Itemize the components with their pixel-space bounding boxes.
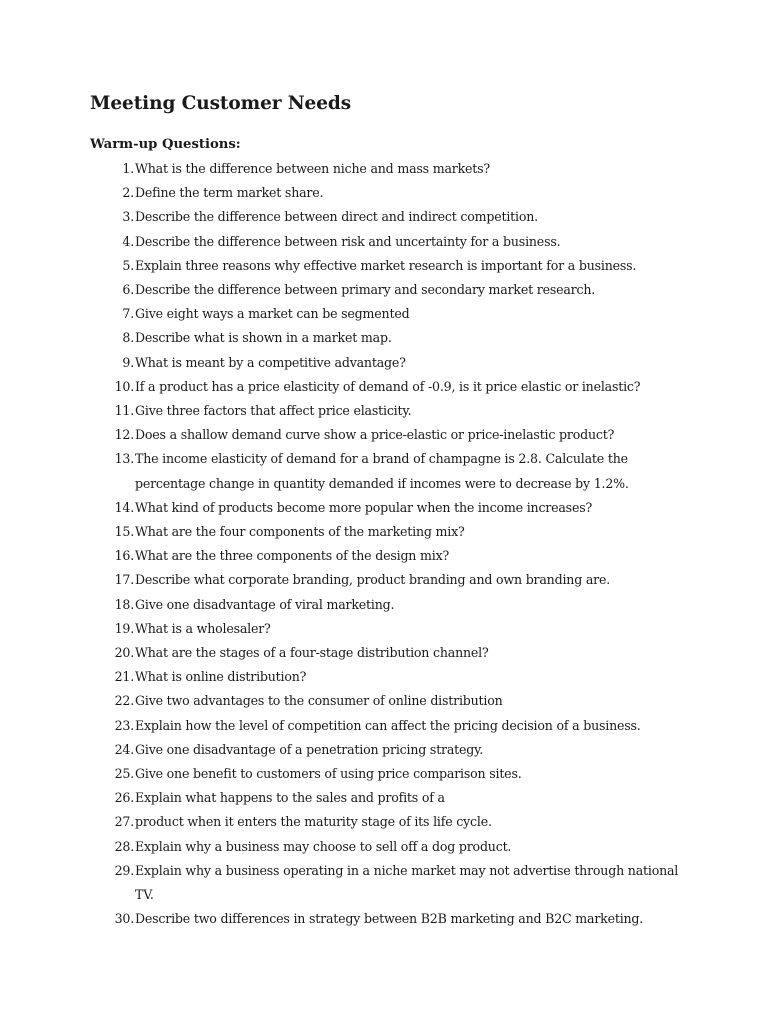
question-item — [90, 230, 690, 254]
question-item — [90, 907, 690, 931]
question-number: 26. — [114, 790, 134, 806]
question-item — [90, 205, 690, 229]
question-number: 13. — [114, 451, 134, 467]
question-item — [90, 254, 690, 278]
question-text: Define the term market share. — [135, 185, 324, 201]
question-item — [90, 714, 690, 738]
question-number: 8. — [122, 330, 134, 346]
question-text: Explain why a business may choose to sell off a dog product. — [135, 838, 512, 854]
question-text: What is a wholesaler? — [135, 620, 271, 636]
question-item — [90, 641, 690, 665]
question-item — [90, 617, 690, 641]
question-item — [90, 762, 690, 786]
question-text: Describe what corporate branding, product branding and own branding are. — [135, 572, 611, 588]
question-text: Give one benefit to customers of using price comparison sites. — [135, 766, 522, 782]
question-item — [90, 593, 690, 617]
question-item — [90, 375, 690, 399]
question-number: 17. — [114, 572, 134, 588]
question-item — [90, 326, 690, 350]
question-text: What is the difference between niche and mass markets? — [135, 161, 490, 176]
question-text: Describe the difference between risk and uncertainty for a business. — [135, 233, 561, 249]
question-item — [90, 496, 690, 520]
question-item — [90, 568, 690, 592]
question-text: Explain why a business operating in a niche market may not advertise through national TV. — [135, 862, 679, 903]
question-text: product when it enters the maturity stage of its life cycle. — [135, 814, 492, 830]
question-item — [90, 351, 690, 375]
question-text: Explain three reasons why effective market research is important for a business. — [135, 257, 637, 273]
question-number: 9. — [122, 354, 134, 370]
question-number: 6. — [122, 282, 134, 298]
question-number: 5. — [122, 257, 134, 273]
question-item — [90, 157, 690, 181]
question-text: Describe what is shown in a market map. — [135, 330, 392, 346]
question-text: What are the three components of the design mix? — [135, 548, 450, 564]
question-item — [90, 689, 690, 713]
question-item — [90, 302, 690, 326]
question-text: Describe two differences in strategy between B2B marketing and B2C marketing. — [135, 911, 644, 927]
question-number: 29. — [114, 862, 134, 878]
question-text: If a product has a price elasticity of demand of -0.9, is it price elastic or inelastic? — [135, 378, 641, 394]
question-text: Give eight ways a market can be segmented — [135, 306, 410, 322]
question-text: Give one disadvantage of a penetration pricing strategy. — [135, 741, 484, 757]
question-number: 25. — [114, 766, 134, 782]
question-list — [90, 157, 690, 932]
question-number: 27. — [114, 814, 134, 830]
question-number: 20. — [114, 645, 134, 661]
question-text: What kind of products become more popular when the income increases? — [135, 499, 593, 515]
question-text: The income elasticity of demand for a brand of champagne is 2.8. Calculate the percentage change in quantity demanded if incomes were to decrease by 1.2%. — [135, 451, 629, 491]
question-number: 21. — [114, 669, 134, 685]
question-text: Give one disadvantage of viral marketing. — [135, 596, 395, 612]
question-text: Give two advantages to the consumer of online distribution — [135, 693, 503, 709]
question-text: Give three factors that affect price elasticity. — [135, 403, 412, 419]
question-item — [90, 447, 690, 495]
question-number: 23. — [114, 717, 134, 733]
question-number: 4. — [122, 233, 134, 249]
document-title: Meeting Customer Needs — [90, 93, 352, 114]
question-number: 24. — [114, 741, 134, 757]
question-item — [90, 423, 690, 447]
question-number: 12. — [114, 427, 134, 443]
question-number: 14. — [114, 499, 134, 515]
section-heading: Warm-up Questions: — [90, 137, 241, 152]
question-text: Does a shallow demand curve show a price-elastic or price-inelastic product? — [135, 427, 615, 443]
question-text: What are the stages of a four-stage distribution channel? — [135, 645, 489, 661]
question-item — [90, 786, 690, 810]
question-number: 7. — [122, 306, 134, 322]
question-text: Explain what happens to the sales and profits of a — [135, 790, 445, 806]
question-text: Describe the difference between primary and secondary market research. — [135, 282, 596, 298]
question-item — [90, 520, 690, 544]
question-text: Explain how the level of competition can affect the pricing decision of a business. — [135, 717, 641, 733]
question-text: What is meant by a competitive advantage? — [135, 354, 406, 370]
question-number: 22. — [114, 693, 134, 709]
question-item — [90, 738, 690, 762]
question-text: Describe the difference between direct and indirect competition. — [135, 209, 538, 225]
question-number: 1. — [122, 161, 134, 176]
question-number: 28. — [114, 838, 134, 854]
question-number: 16. — [114, 548, 134, 564]
question-item — [90, 859, 690, 907]
question-number: 3. — [122, 209, 134, 225]
question-item — [90, 181, 690, 205]
question-number: 30. — [114, 911, 134, 927]
question-text: What is online distribution? — [135, 669, 307, 685]
question-number: 10. — [114, 378, 134, 394]
question-item — [90, 544, 690, 568]
question-number: 19. — [114, 620, 134, 636]
question-number: 11. — [114, 403, 134, 419]
question-item — [90, 835, 690, 859]
question-text: What are the four components of the marketing mix? — [135, 524, 465, 540]
question-number: 2. — [122, 185, 134, 201]
question-item — [90, 399, 690, 423]
question-number: 15. — [114, 524, 134, 540]
question-item — [90, 810, 690, 834]
question-item — [90, 278, 690, 302]
question-number: 18. — [114, 596, 134, 612]
question-item — [90, 665, 690, 689]
